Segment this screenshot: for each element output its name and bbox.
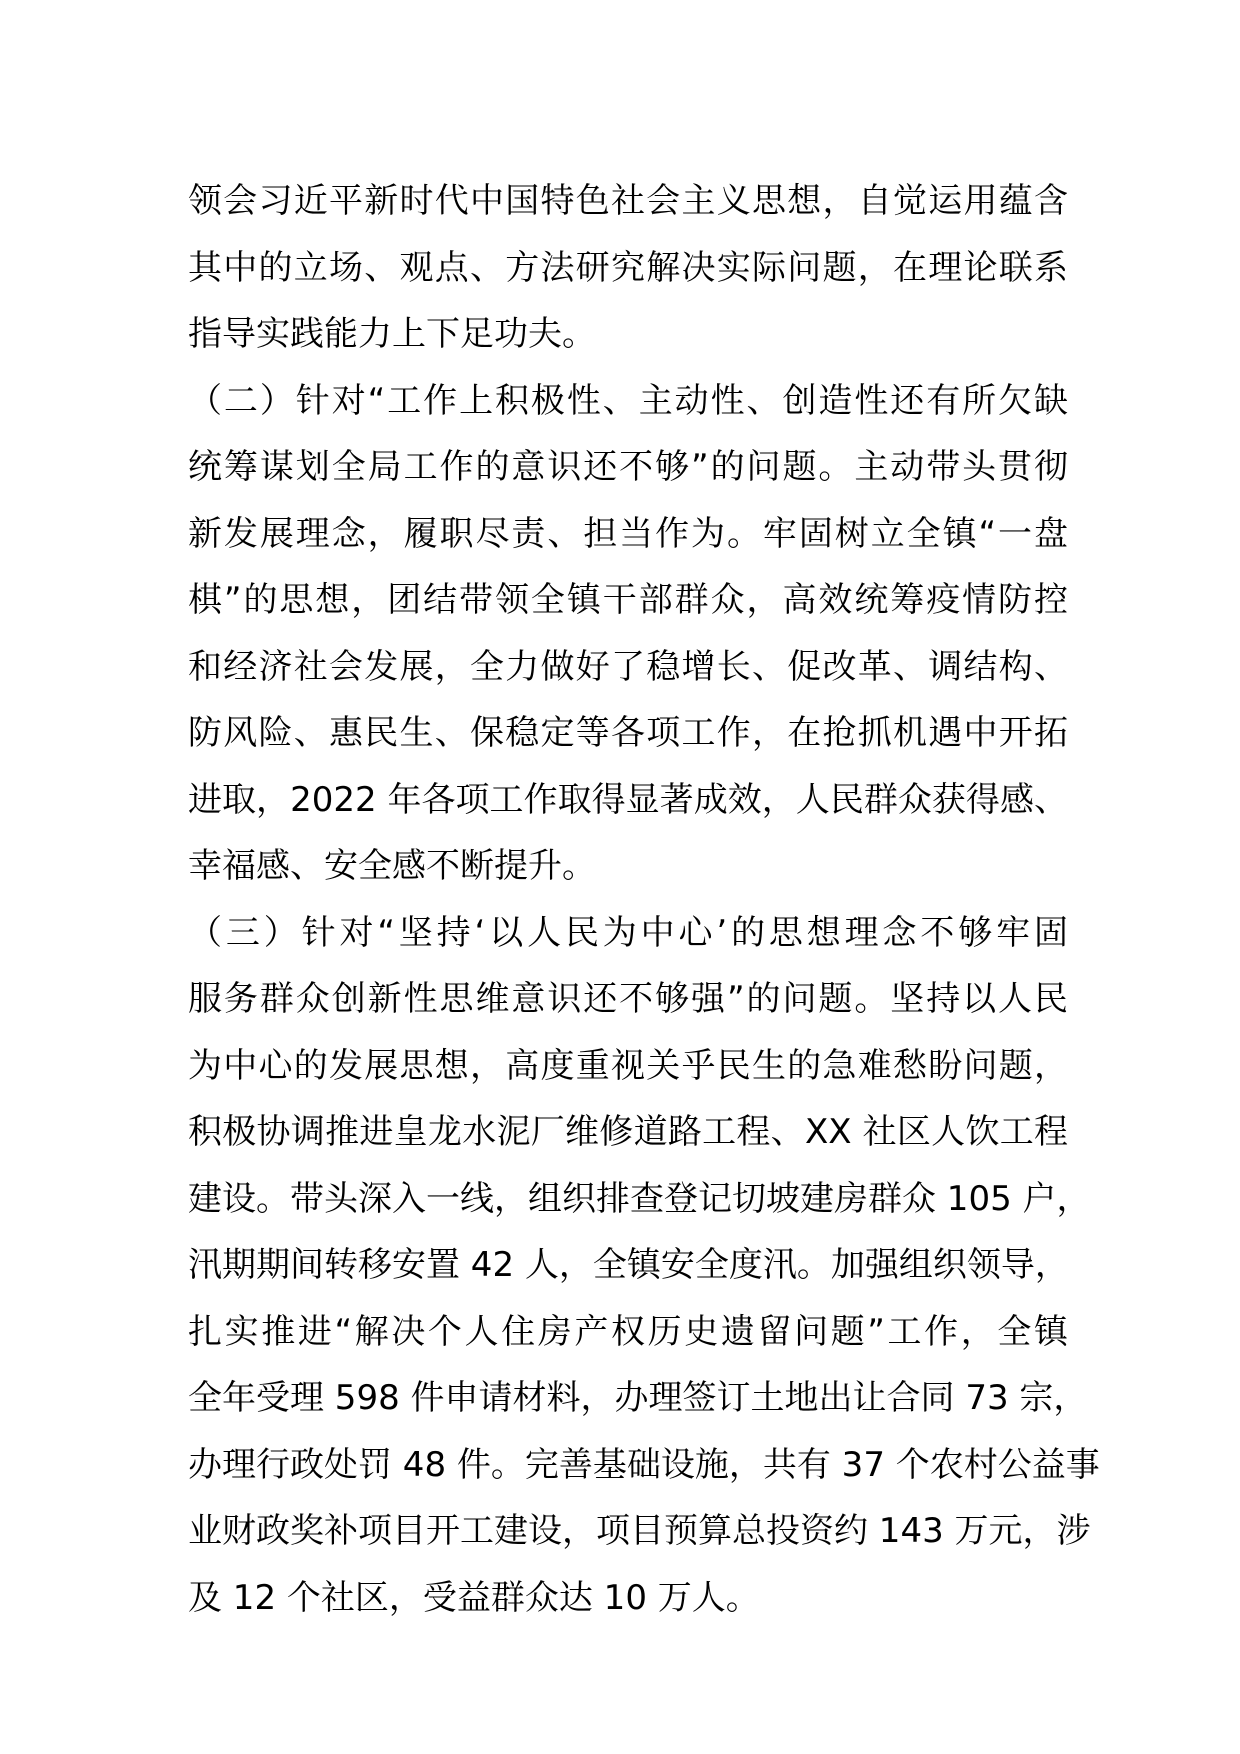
text-line: 全年受理 598 件申请材料，办理签订土地出让合同 73 宗，: [188, 1378, 1088, 1418]
text-line: 建设。带头深入一线，组织排查登记切坡建房群众 105 户，: [188, 1178, 1091, 1219]
text-line: 汛期期间转移安置 42 人，全镇安全度汛。加强组织领导，: [188, 1245, 1069, 1285]
section-heading-line: （三）针对“坚持‘以人民为中心’的思想理念不够牢固: [188, 912, 1068, 953]
text-line: 新发展理念，履职尽责、担当作为。牢固树立全镇“一盘: [188, 513, 1068, 554]
text-line: 其中的立场、观点、方法研究解决实际问题，在理论联系: [188, 247, 1068, 288]
paragraph-end-line: 指导实践能力上下足功夫。: [188, 314, 596, 354]
paragraph-end-line: 幸福感、安全感不断提升。: [188, 846, 596, 886]
section-heading-line: （二）针对“工作上积极性、主动性、创造性还有所欠缺: [188, 380, 1068, 421]
text-line: 防风险、惠民生、保稳定等各项工作，在抢抓机遇中开拓: [188, 713, 1068, 753]
text-line: 和经济社会发展，全力做好了稳增长、促改革、调结构、: [188, 646, 1068, 687]
text-line: 为中心的发展思想，高度重视关乎民生的急难愁盼问题，: [188, 1045, 1068, 1086]
text-line: 服务群众创新性思维意识还不够强”的问题。坚持以人民: [188, 979, 1068, 1019]
text-line: 办理行政处罚 48 件。完善基础设施，共有 37 个农村公益事: [188, 1444, 1100, 1485]
body-text: [188, 168, 1100, 1631]
text-line: 扎实推进“解决个人住房产权历史遗留问题”工作，全镇: [188, 1311, 1068, 1352]
paragraph-end-line: 及 12 个社区，受益群众达 10 万人。: [188, 1577, 760, 1618]
text-line: 棋”的思想，团结带领全镇干部群众，高效统筹疫情防控: [188, 580, 1068, 620]
text-line: 业财政奖补项目开工建设，项目预算总投资约 143 万元，涉: [188, 1511, 1091, 1551]
text-line: 进取，2022 年各项工作取得显著成效，人民群众获得感、: [188, 779, 1068, 820]
text-line: 统筹谋划全局工作的意识还不够”的问题。主动带头贯彻: [188, 447, 1068, 487]
text-line: 积极协调推进皇龙水泥厂维修道路工程、XX 社区人饮工程: [188, 1112, 1068, 1152]
text-line: 领会习近平新时代中国特色社会主义思想，自觉运用蕴含: [188, 181, 1068, 221]
